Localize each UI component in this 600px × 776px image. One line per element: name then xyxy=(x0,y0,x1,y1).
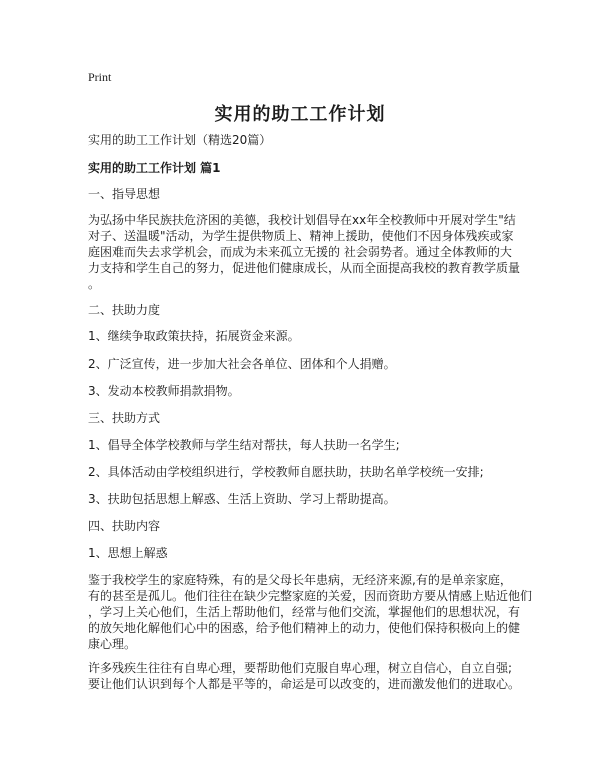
list-item: 2、广泛宣传，进一步加大社会各单位、团体和个人捐赠。 xyxy=(88,357,396,371)
heading-support-strength: 二、扶助力度 xyxy=(88,303,161,317)
list-item: 2、具体活动由学校组织进行，学校教师自愿扶助，扶助名单学校统一安排; xyxy=(88,465,484,479)
paragraph-line: 鉴于我校学生的家庭特殊，有的是父母长年患病，无经济来源,有的是单亲家庭， xyxy=(88,573,512,587)
document-subtitle: 实用的助工工作计划（精选20篇） xyxy=(88,133,272,147)
paragraph-ideological-help xyxy=(88,572,533,652)
paragraph-line: 要让他们认识到每个人都是平等的，命运是可以改变的，进而激发他们的进取心。 xyxy=(88,677,521,691)
paragraph-guiding-ideology xyxy=(88,212,520,292)
list-item: 3、扶助包括思想上解惑、生活上资助、学习上帮助提高。 xyxy=(88,492,396,506)
paragraph-disabled-students xyxy=(88,660,520,692)
paragraph-line: 康心理。 xyxy=(88,637,137,651)
page-title: 实用的助工工作计划 xyxy=(214,104,386,125)
paragraph-line: 许多残疾生往往有自卑心理，要帮助他们克服自卑心理，树立自信心，自立自强; xyxy=(88,661,513,675)
paragraph-line: 有的甚至是孤儿。他们往往在缺少完整家庭的关爱，因而资助方要从情感上贴近他们 xyxy=(88,589,533,603)
paragraph-line: 。 xyxy=(88,277,101,291)
list-item: 1、思想上解惑 xyxy=(88,546,168,560)
paragraph-line: 力支持和学生自己的努力，促进他们健康成长，从而全面提高我校的教育教学质量 xyxy=(88,261,521,275)
list-item: 1、继续争取政策扶持，拓展资金来源。 xyxy=(88,329,300,343)
list-item: 1、倡导全体学校教师与学生结对帮扶，每人扶助一名学生; xyxy=(88,438,400,452)
print-label[interactable]: Print xyxy=(88,70,112,84)
paragraph-line: ，学习上关心他们，生活上帮助他们，经常与他们交流，掌握他们的思想状况，有 xyxy=(88,605,521,619)
heading-support-methods: 三、扶助方式 xyxy=(88,411,161,425)
section-heading: 实用的助工工作计划 篇1 xyxy=(88,161,221,175)
heading-guiding-ideology: 一、指导思想 xyxy=(88,187,161,201)
list-item: 3、发动本校教师捐款捐物。 xyxy=(88,384,240,398)
paragraph-line: 对子、送温暖"活动，为学生提供物质上、精神上援助，使他们不因身体残疾或家 xyxy=(88,229,514,243)
heading-support-content: 四、扶助内容 xyxy=(88,519,161,533)
paragraph-line: 为弘扬中华民族扶危济困的美德，我校计划倡导在xx年全校教师中开展对学生"结 xyxy=(88,213,516,227)
paragraph-line: 庭困难而失去求学机会，而成为未来孤立无援的 社会弱势者。通过全体教师的大 xyxy=(88,245,512,259)
paragraph-line: 的放矢地化解他们心中的困惑，给予他们精神上的动力，使他们保持积极向上的健 xyxy=(88,621,521,635)
